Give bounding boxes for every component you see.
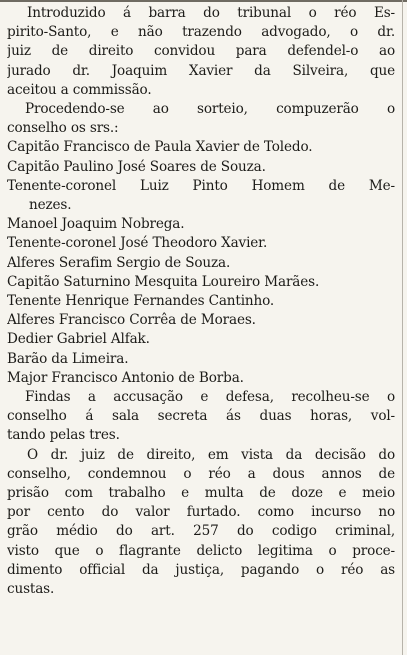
juror-item: Tenente-coronel José Theodoro Xavier. — [7, 235, 268, 252]
text-line: conselho, condemnou o réo a dous annos de — [7, 465, 395, 482]
text-line: aceitou a commissão. — [7, 81, 152, 98]
juror-item: Manoel Joaquim Nobrega. — [7, 216, 185, 233]
text-line: visto que o flagrante delicto legitima o proce- — [7, 542, 395, 559]
text-line: prisão com trabalho e multa de doze e meio — [7, 485, 395, 502]
text-line: conselho á sala secreta ás duas horas, vol- — [7, 408, 395, 425]
juror-item: Capitão Francisco de Paula Xavier de Toledo. — [7, 139, 313, 156]
text-line: juiz de direito convidou para defendel-o ao — [7, 43, 395, 60]
juror-item: Barão da Limeira. — [7, 350, 129, 367]
paragraph-sentence — [7, 446, 395, 600]
paragraph-draw — [7, 100, 395, 138]
top-rule — [0, 0, 407, 2]
column-rule — [402, 0, 403, 655]
text-line: Findas a accusação e defesa, recolheu-se o — [25, 389, 395, 406]
text-line: O dr. juiz de direito, em vista da decisão do — [27, 446, 395, 463]
article-body — [7, 4, 395, 599]
juror-item: Alferes Serafim Sergio de Souza. — [7, 254, 231, 271]
juror-list — [7, 138, 395, 388]
text-line: Introduzido á barra do tribunal o réo Es- — [27, 5, 395, 21]
juror-item: Major Francisco Antonio de Borba. — [7, 369, 244, 386]
text-line: conselho os srs.: — [7, 120, 119, 137]
text-line: grão médio do art. 257 do codigo criminal, — [7, 523, 395, 540]
paragraph-deliberation — [7, 388, 395, 446]
paragraph-intro — [7, 4, 395, 100]
text-line: Procedendo-se ao sorteio, compuzerão o — [25, 101, 395, 118]
juror-item: Tenente-coronel Luiz Pinto Homem de Me- — [7, 177, 395, 194]
text-line: dimento official da justiça, pagando o réo as — [7, 561, 395, 578]
juror-item: Alferes Francisco Corrêa de Moraes. — [7, 312, 256, 329]
text-line: custas. — [7, 581, 55, 598]
juror-item: Tenente Henrique Fernandes Cantinho. — [7, 293, 275, 310]
juror-item: Dedier Gabriel Alfak. — [7, 331, 150, 348]
text-line: tando pelas tres. — [7, 427, 120, 444]
juror-item: Capitão Saturnino Mesquita Loureiro Marães. — [7, 273, 320, 290]
text-line: por cento do valor furtado. como incurso no — [7, 504, 395, 521]
juror-item: nezes. — [29, 197, 72, 214]
text-line: jurado dr. Joaquim Xavier da Silveira, que — [7, 62, 395, 79]
text-line: pirito-Santo, e não trazendo advogado, o dr. — [7, 24, 395, 41]
juror-item: Capitão Paulino José Soares de Souza. — [7, 158, 266, 175]
